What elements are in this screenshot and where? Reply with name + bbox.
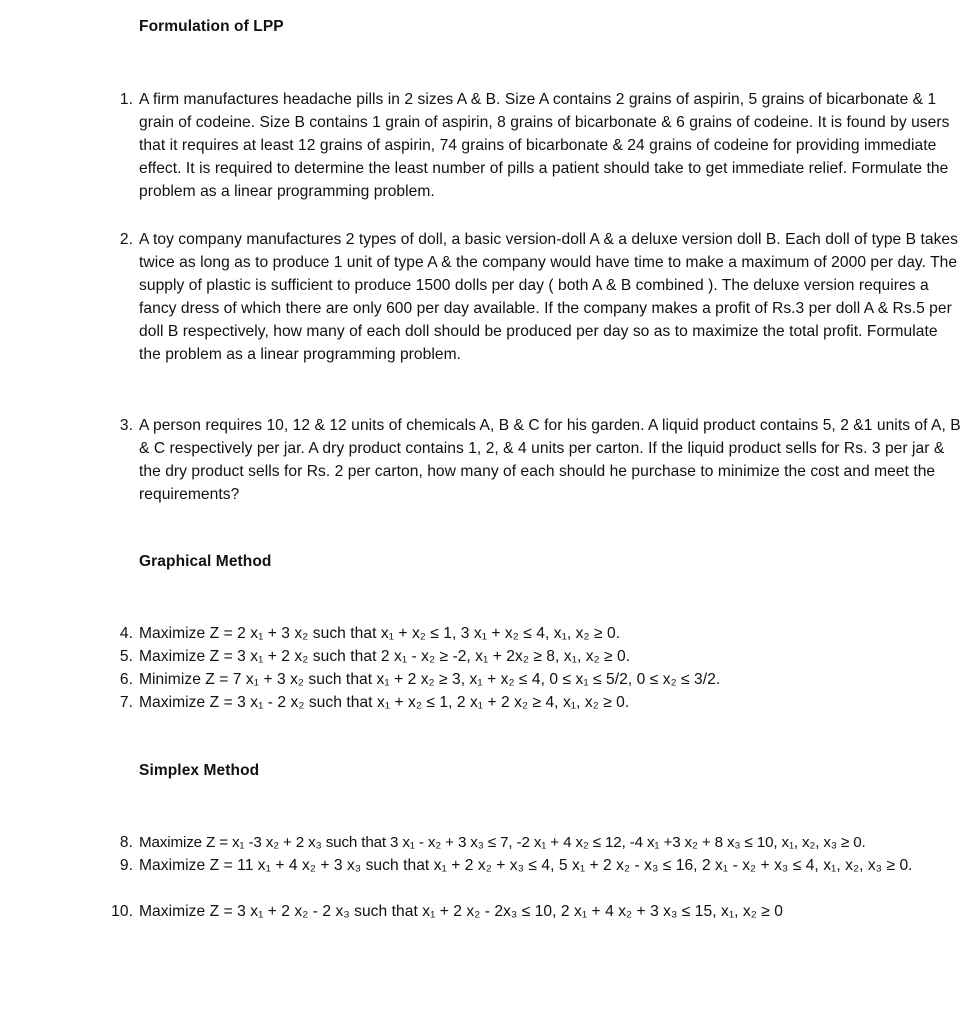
problem-text: A firm manufactures headache pills in 2 sizes A & B. Size A contains 2 grains of aspirin, 5 grains of bicarbonate & 1 grain of codeine. Size B contains 1 grain of aspirin, 8 grains of bicarbonate & 6 grains of codeine. It is found by users that it requires at least 12 grains of aspirin, 74 grains of bicarbonate & 24 grains of codeine for providing immediate effect. It is required to determine the least number of pills a patient should take to get immediate relief. Formulate the problem as a linear programming problem. <box>139 91 950 200</box>
problem-text: Minimize Z = 7 x₁ + 3 x₂ such that x₁ + 2 x₂ ≥ 3, x₁ + x₂ ≤ 4, 0 ≤ x₁ ≤ 5/2, 0 ≤ x₂ ≤ 3/2. <box>139 671 721 688</box>
problem-1 <box>103 88 961 203</box>
heading-graphical-method: Graphical Method <box>139 553 272 570</box>
problem-text: A toy company manufactures 2 types of doll, a basic version-doll A & a deluxe version doll B. Each doll of type B takes twice as long as to produce 1 unit of type A & the company would have time to make a maximum of 2000 per day. The supply of plastic is sufficient to produce 1500 dolls per day ( both A & B combined ). The deluxe version requires a fancy dress of which there are only 600 per day available. If the company makes a profit of Rs.3 per doll A & Rs.5 per doll B respectively, how many of each doll should be produced per day so as to maximize the total profit. Formulate the problem as a linear programming problem. <box>139 231 959 363</box>
problem-6 <box>103 668 961 691</box>
problem-number: 6. <box>119 671 133 688</box>
problem-5 <box>103 645 961 668</box>
problem-10 <box>103 900 961 923</box>
problem-3 <box>103 414 961 506</box>
problem-text: A person requires 10, 12 & 12 units of chemicals A, B & C for his garden. A liquid product contains 5, 2 &1 units of A, B & C respectively per jar. A dry product contains 1, 2, & 4 units per carton. If the liquid product sells for Rs. 3 per jar & the dry product sells for Rs. 2 per carton, how many of each should he purchase to minimize the cost and meet the requirements? <box>139 417 961 503</box>
heading-formulation-of-lpp: Formulation of LPP <box>139 18 284 35</box>
problem-number: 8. <box>119 834 133 851</box>
problem-number: 5. <box>119 648 133 665</box>
problem-number: 3. <box>119 417 133 434</box>
problem-text: Maximize Z = 3 x₁ + 2 x₂ such that 2 x₁ - x₂ ≥ -2, x₁ + 2x₂ ≥ 8, x₁, x₂ ≥ 0. <box>139 648 631 665</box>
problem-number: 2. <box>119 231 133 248</box>
heading-simplex-method: Simplex Method <box>139 762 260 779</box>
problem-2 <box>103 228 961 366</box>
problem-9 <box>103 854 961 877</box>
problem-number: 1. <box>119 91 133 108</box>
problem-7 <box>103 691 961 714</box>
problem-text: Maximize Z = 2 x₁ + 3 x₂ such that x₁ + x₂ ≤ 1, 3 x₁ + x₂ ≤ 4, x₁, x₂ ≥ 0. <box>139 625 621 642</box>
problem-number: 10. <box>111 903 133 920</box>
problem-number: 9. <box>119 857 133 874</box>
problem-text: Maximize Z = 3 x₁ + 2 x₂ - 2 x₃ such that x₁ + 2 x₂ - 2x₃ ≤ 10, 2 x₁ + 4 x₂ + 3 x₃ ≤ 15, x₁, x₂ ≥ 0 <box>139 903 783 920</box>
problem-4 <box>103 622 961 645</box>
problem-text: Maximize Z = 3 x₁ - 2 x₂ such that x₁ + x₂ ≤ 1, 2 x₁ + 2 x₂ ≥ 4, x₁, x₂ ≥ 0. <box>139 694 630 711</box>
problem-8 <box>103 831 961 854</box>
problem-number: 4. <box>119 625 133 642</box>
problem-number: 7. <box>119 694 133 711</box>
problem-text: Maximize Z = x₁ -3 x₂ + 2 x₃ such that 3 x₁ - x₂ + 3 x₃ ≤ 7, -2 x₁ + 4 x₂ ≤ 12, -4 x₁ +3 x₂ + 8 x₃ ≤ 10, x₁, x₂, x₃ ≥ 0. <box>139 834 866 851</box>
problem-text: Maximize Z = 11 x₁ + 4 x₂ + 3 x₃ such that x₁ + 2 x₂ + x₃ ≤ 4, 5 x₁ + 2 x₂ - x₃ ≤ 16, 2 x₁ - x₂ + x₃ ≤ 4, x₁, x₂, x₃ ≥ 0. <box>139 857 913 874</box>
